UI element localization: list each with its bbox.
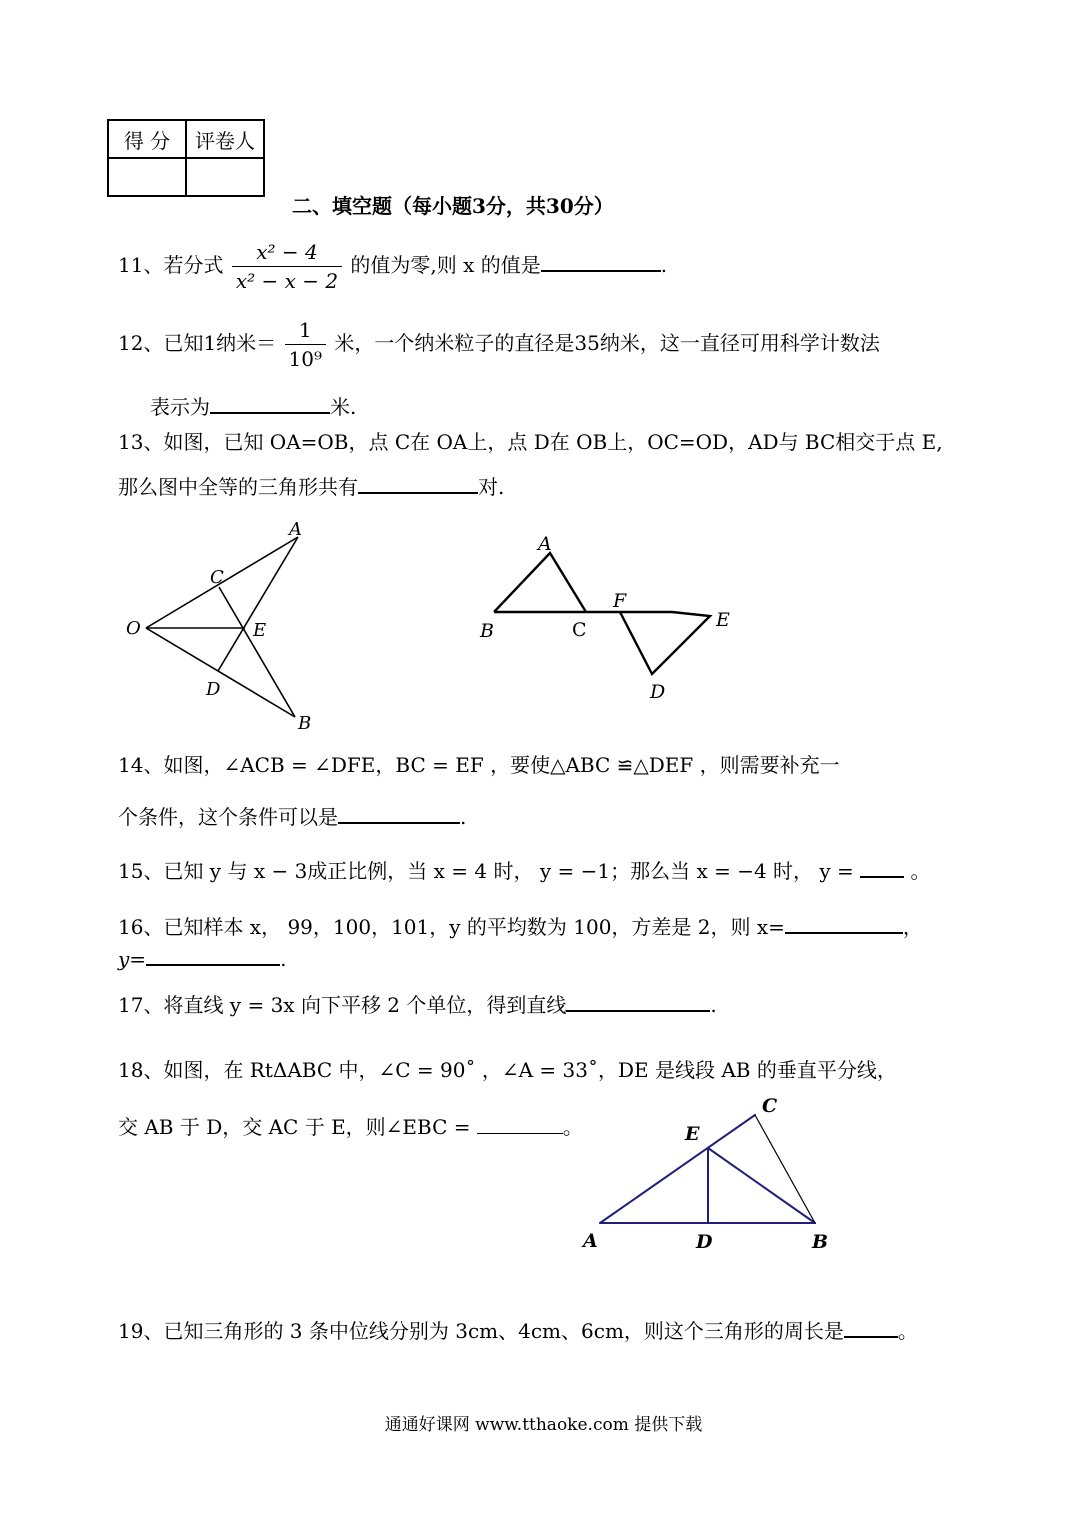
question-18-line2: [118, 1113, 583, 1139]
q11-end: .: [660, 253, 668, 277]
fig18-label-E: E: [685, 1123, 700, 1145]
q12-line2-prefix: 表示为: [150, 395, 210, 419]
fig14-label-D: D: [650, 681, 666, 703]
fig18-label-C: C: [762, 1095, 778, 1117]
q17-end: .: [710, 993, 717, 1017]
q17-answer-blank[interactable]: [566, 990, 710, 1012]
q11-prefix: 若分式: [163, 253, 224, 277]
grader-header: 评卷人: [186, 120, 264, 158]
fig18-label-A: A: [583, 1230, 598, 1252]
fig14-label-A: A: [538, 533, 552, 555]
fig13-label-D: D: [206, 679, 221, 700]
q18-line2-end: 。: [562, 1115, 583, 1139]
line-CB: [755, 1115, 815, 1223]
fig14-label-E: E: [716, 609, 730, 631]
q14-answer-blank[interactable]: [338, 802, 460, 824]
q16-line2-end: .: [280, 947, 287, 971]
score-table: [107, 119, 265, 197]
score-cell: [108, 158, 186, 196]
q11-answer-blank[interactable]: [541, 250, 661, 272]
figure-13: [118, 515, 328, 735]
question-13: 13、如图，已知 OA=OB，点 C在 OA上，点 D在 OB上，OC=OD，AD与 BC相交于点 E,: [118, 430, 943, 454]
fig13-label-O: O: [126, 618, 141, 639]
question-18: 18、如图，在 RtΔABC 中，∠C = 90˚ ，∠A = 33˚，DE 是线段 AB 的垂直平分线，: [118, 1058, 897, 1082]
question-16-line2: [118, 944, 286, 971]
q13-answer-blank[interactable]: [358, 472, 478, 494]
question-14: 14、如图，∠ACB = ∠DFE，BC = EF ，要使△ABC ≌△DEF ，则需要补充一: [118, 753, 840, 777]
q12-denominator: 10⁹: [288, 347, 323, 371]
q19-end: 。: [897, 1319, 918, 1343]
q15-end: 。: [910, 859, 931, 883]
question-11: [118, 240, 667, 293]
section-heading: 二、填空题（每小题3分，共30分）: [292, 194, 614, 218]
question-12-line2: [150, 392, 356, 419]
q14-line2-prefix: 个条件，这个条件可以是: [118, 805, 338, 829]
page-footer: 通通好课网 www.tthaoke.com 提供下载: [384, 1415, 703, 1435]
line-AC: [600, 1115, 755, 1223]
fig13-label-A: A: [289, 519, 302, 540]
fig18-label-D: D: [696, 1231, 713, 1253]
q16-y-answer-blank[interactable]: [146, 944, 280, 966]
fig13-label-B: B: [298, 713, 312, 734]
triangle-DEF: [620, 612, 710, 674]
line-EB: [708, 1148, 815, 1223]
line-AD: [218, 537, 298, 671]
fig14-label-C: C: [572, 619, 587, 641]
q16-line1-prefix: 16、已知样本 x， 99，100，101，y 的平均数为 100，方差是 2，则 x=: [118, 915, 785, 939]
fig18-label-B: B: [812, 1231, 829, 1253]
q17-prefix: 17、将直线 y = 3x 向下平移 2 个单位，得到直线: [118, 993, 567, 1017]
q15-text: 15、已知 y 与 x − 3成正比例，当 x = 4 时， y = −1；那么当 x = −4 时， y =: [118, 859, 854, 883]
q16-x-answer-blank[interactable]: [785, 912, 903, 934]
q16-line2-prefix: y=: [118, 947, 147, 971]
q12-number: 12、: [118, 331, 164, 355]
q18-answer-blank[interactable]: [477, 1113, 563, 1134]
figure-14: [472, 528, 742, 708]
q12-answer-blank[interactable]: [210, 392, 330, 414]
line-OB: [146, 628, 295, 717]
q18-line2-prefix: 交 AB 于 D，交 AC 于 E，则∠EBC =: [118, 1115, 471, 1139]
q12-numerator: 1: [285, 318, 326, 345]
question-19: [118, 1316, 918, 1343]
q14-line2-end: .: [460, 805, 467, 829]
q12-suffix: 米，一个纳米粒子的直径是35纳米，这一直径可用科学计数法: [334, 331, 880, 355]
grader-cell: [186, 158, 264, 196]
triangle-ABC: [494, 553, 586, 612]
q11-denominator: x² − x − 2: [235, 269, 339, 293]
figure-18: [575, 1088, 829, 1256]
q19-answer-blank[interactable]: [844, 1316, 898, 1338]
q16-line1-end: ，: [902, 915, 923, 939]
q12-fraction: [285, 318, 326, 371]
fig14-label-F: F: [613, 590, 627, 612]
fig14-label-B: B: [480, 620, 494, 642]
fig13-label-C: C: [210, 567, 224, 588]
question-12: [118, 318, 880, 371]
q13-line2-end: 对.: [478, 475, 505, 499]
question-16: [118, 912, 923, 939]
question-17: [118, 990, 717, 1017]
q13-line2-prefix: 那么图中全等的三角形共有: [118, 475, 358, 499]
fig13-label-E: E: [253, 620, 267, 641]
question-14-line2: [118, 802, 466, 829]
q12-prefix: 已知1纳米＝: [163, 331, 277, 355]
q12-line2-end: 米.: [330, 395, 357, 419]
question-15: [118, 856, 931, 883]
q11-numerator: x² − 4: [232, 240, 342, 267]
q15-answer-blank[interactable]: [860, 856, 904, 878]
q11-number: 11、: [118, 253, 164, 277]
q11-suffix: 的值为零,则 x 的值是: [350, 253, 541, 277]
question-13-line2: [118, 472, 504, 499]
q19-prefix: 19、已知三角形的 3 条中位线分别为 3cm、4cm、6cm，则这个三角形的周长是: [118, 1319, 844, 1343]
score-header: 得 分: [108, 120, 186, 158]
q11-fraction: [232, 240, 342, 293]
